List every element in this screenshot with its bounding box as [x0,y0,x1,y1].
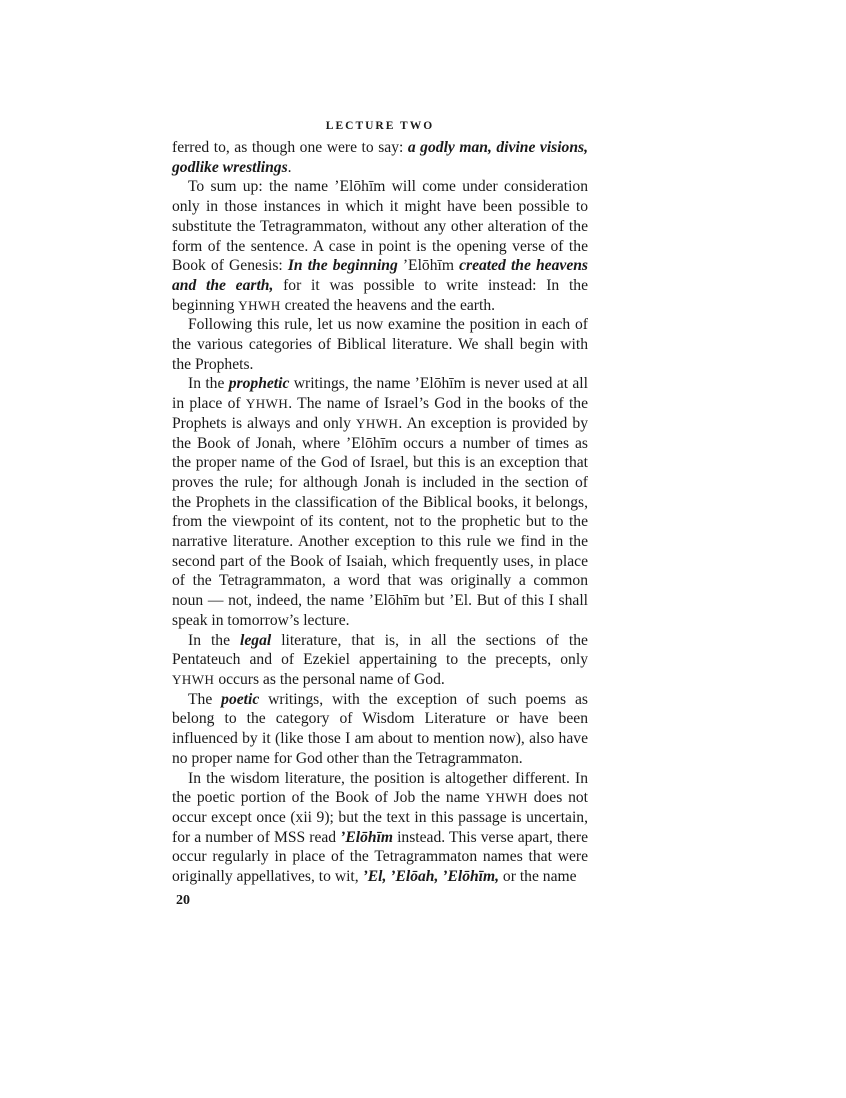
text-run: To sum up: the name [188,178,335,196]
paragraph [172,138,588,177]
emphasis-text: poetic [221,690,260,708]
emphasis-text: YHWH [238,297,281,313]
text-run: but [419,592,450,610]
text-run: created the heavens and the earth. [280,296,496,314]
emphasis-text: a godly man, divine visions, godlike wrestlings [172,139,588,176]
paragraph [172,690,588,769]
text-run: ferred to, as though one were to say: [172,139,408,156]
emphasis-text: ’Elōhīm [414,375,466,393]
text-run: . But of this I shall speak in tomorrow’s lecture. [172,592,588,629]
emphasis-text: ’Elōhīm [334,178,386,196]
text-run: . The name of Israel’s God in the books of the Prophets is always and only [172,395,588,432]
emphasis-text: ’El, ’Elōah, ’Elōhīm, [362,868,500,886]
text-run: occurs a number of times as the proper name of the God of Israel, but this is an exception that proves the rule; for although Jonah is included in the section of the Prophets in the classification of the Biblical books, it belongs, from the viewpoint of its content, not to the prophetic but to the narrative literature. Another exception to this rule we find in the second part of the Book of Isaiah, which frequently uses, in place of the Tetragrammaton, a word that was originally a common noun — not, indeed, the name [172,434,588,610]
text-run: writings, with the exception of such poems as belong to the category of Wisdom Literature or have been influenced by it (like those I am about to mention now), also have no proper name for God other than the Tetragrammaton. [172,690,588,767]
emphasis-text: prophetic [228,375,290,393]
emphasis-text: YHWH [172,671,215,687]
text-run: . [287,158,292,176]
text-run: writings, the name [289,375,415,393]
text-run: ’Elōhīm [397,257,460,275]
text-run: In the [188,375,229,393]
text-run: . An exception is provided by the Book of Jonah, where [172,414,588,452]
text-run: In the [188,631,241,649]
paragraph [172,631,588,690]
running-head: LECTURE TWO [325,120,435,132]
text-run: instead. This verse apart, there occur regularly in place of the Tetragrammaton names that were originally appellatives, to wit, [172,828,588,886]
emphasis-text: ’Elōhīm [340,828,394,846]
text-run: literature, that is, in all the sections of the Pentateuch and of Ezekiel appertaining to the precepts, only [172,631,588,669]
paragraph [172,177,588,315]
paragraph [172,769,588,887]
text-run: will come under consideration only in those instances in which it might have been possible to substitute the Tetragrammaton, without any other alteration of the form of the sentence. A case in point is the opening verse of the Book of Genesis: [172,178,588,275]
emphasis-text: ’El [449,592,469,610]
emphasis-text: YHWH [355,415,399,431]
text-run: occurs as the personal name of God. [214,670,445,688]
text-run: or the name [499,868,577,886]
page-number: 20 [176,892,190,908]
paragraph [172,315,588,374]
text-run: does not occur except once (xii 9); but the text in this passage is uncertain, for a number of MSS read [172,789,589,846]
emphasis-text: YHWH [485,790,528,806]
emphasis-text: legal [240,631,272,649]
text-run: In the wisdom literature, the position is altogether different. In the poetic portion of the Book of Job the name [172,769,588,807]
emphasis-text: ’Elōhīm [346,434,398,452]
book-page [172,118,588,909]
emphasis-text: created the heavens and the earth, [172,257,588,294]
emphasis-text: YHWH [245,396,289,412]
text-run: is never used at all in place of [172,375,588,413]
paragraph [172,374,588,630]
text-run: Following this rule, let us now examine the position in each of the various categories of Biblical literature. We shall begin with the Prophets. [172,316,588,373]
text-run: The [188,690,222,708]
emphasis-text: ’Elōhīm [368,592,420,610]
body-text [172,138,588,887]
emphasis-text: In the beginning [287,257,398,275]
text-run: for it was possible to write instead: In the beginning [172,276,588,314]
